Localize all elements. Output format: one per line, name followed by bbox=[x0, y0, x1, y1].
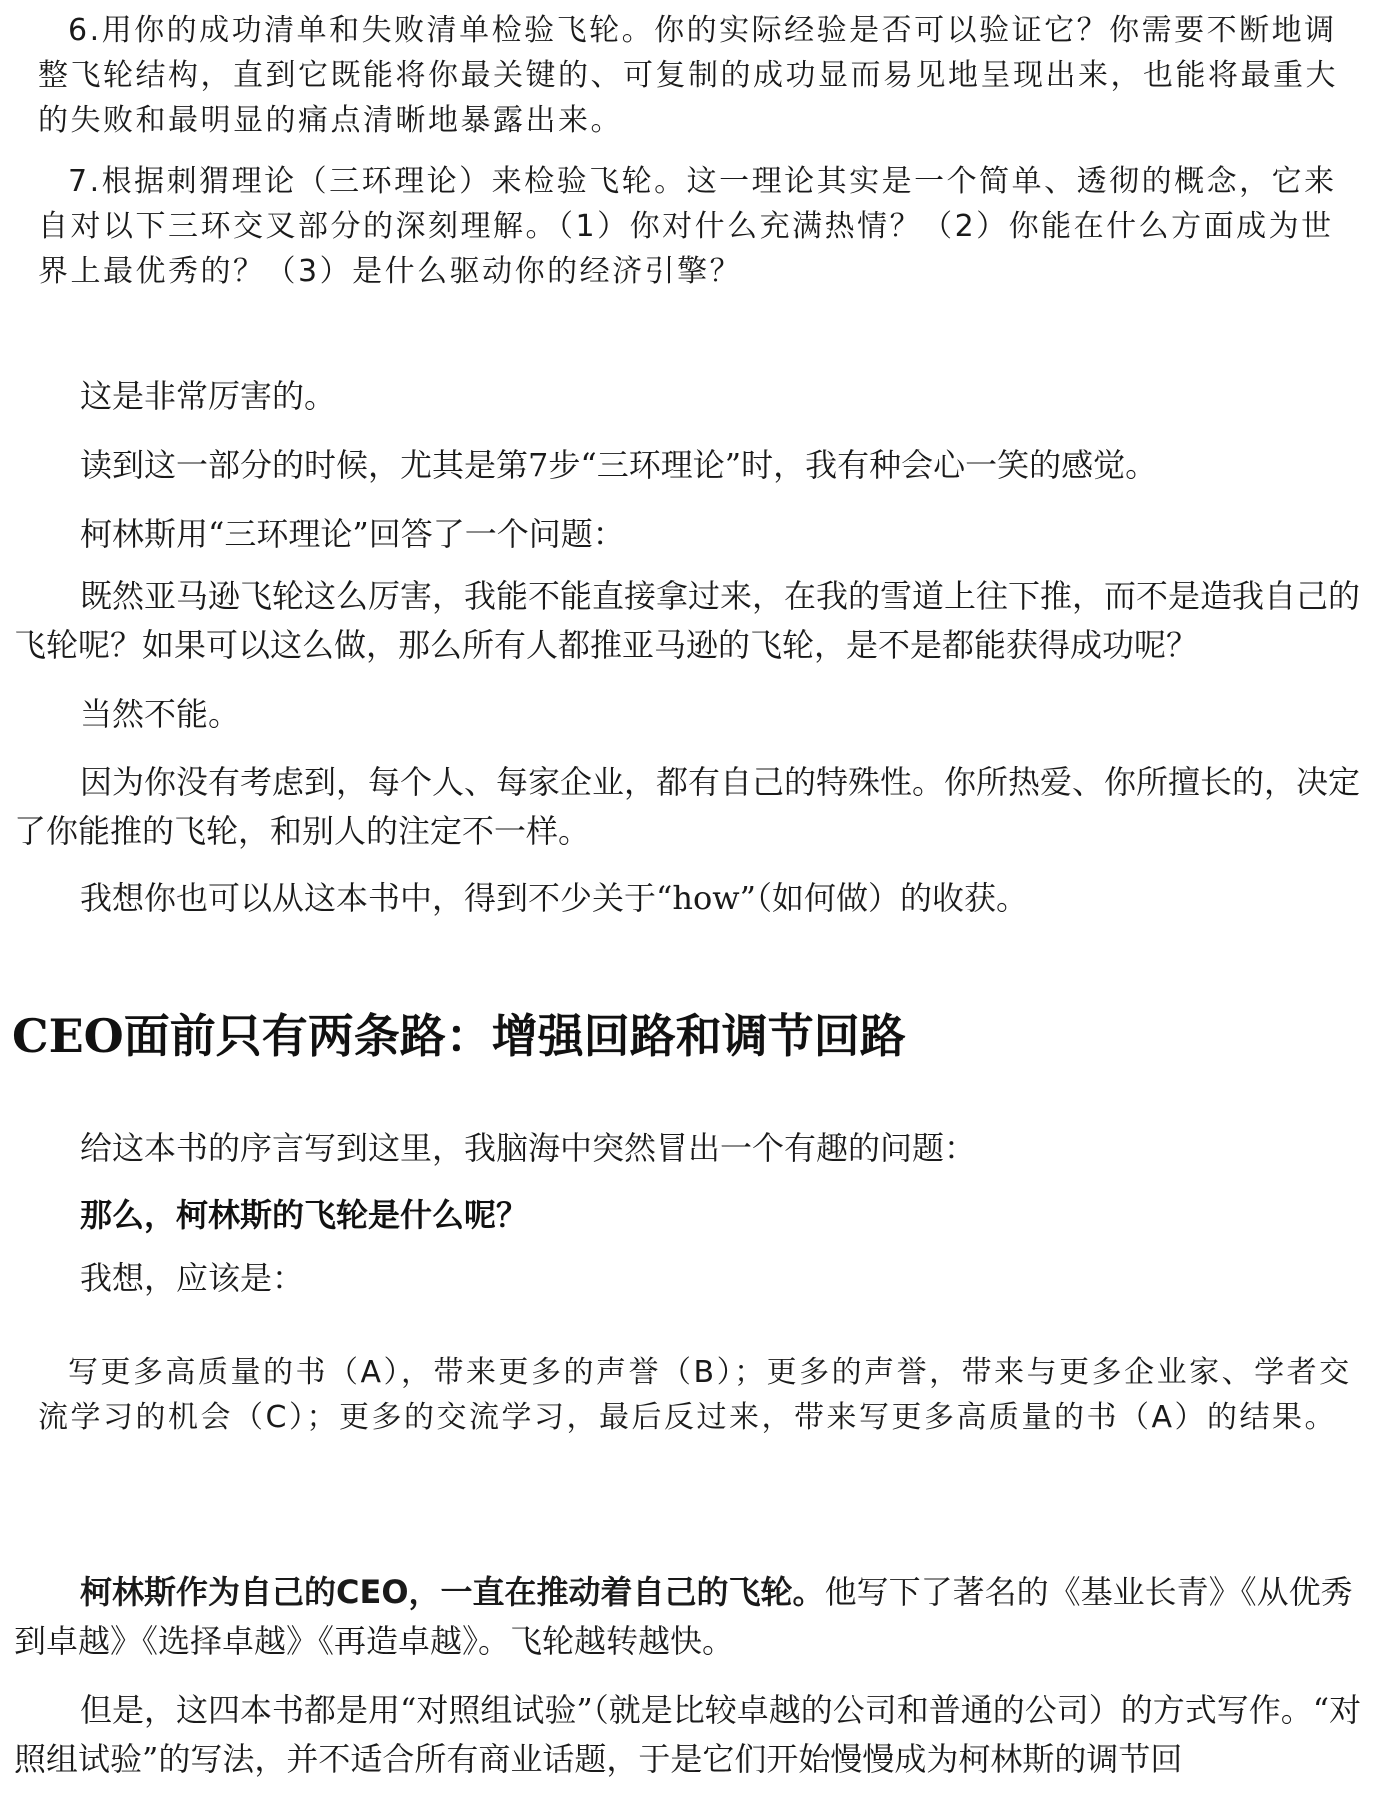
paragraph: 我想你也可以从这本书中，得到不少关于“how”（如何做）的收获。 bbox=[80, 879, 1028, 917]
quote-item-7: 7.根据刺猬理论（三环理论）来检验飞轮。这一理论其实是一个简单、透彻的概念，它来自对以下三环交叉部分的深刻理解。（1）你对什么充满热情？（2）你能在什么方面成为世界上最优秀的？（3）是什么驱动你的经济引擎？ bbox=[38, 164, 1337, 289]
bold-lead: 柯林斯作为自己的CEO，一直在推动着自己的飞轮。 bbox=[80, 1573, 825, 1611]
paragraph: 当然不能。 bbox=[80, 695, 241, 733]
quote-item-6: 6.用你的成功清单和失败清单检验飞轮。你的实际经验是否可以验证它？你需要不断地调整飞轮结构，直到它既能将你最关键的、可复制的成功显而易见地呈现出来，也能将最重大的失败和最明显的痛点清晰地暴露出来。 bbox=[38, 13, 1338, 138]
paragraph: 既然亚马逊飞轮这么厉害，我能不能直接拿过来，在我的雪道上往下推，而不是造我自己的飞轮呢？如果可以这么做，那么所有人都推亚马逊的飞轮，是不是都能获得成功呢？ bbox=[14, 577, 1361, 664]
paragraph-rest: 他写下了著名的《基业长青》《从优秀到卓越》《选择卓越》《再造卓越》。飞轮越转越快。 bbox=[14, 1573, 1353, 1660]
bold-question: 那么，柯林斯的飞轮是什么呢？ bbox=[80, 1196, 529, 1234]
paragraph: 读到这一部分的时候，尤其是第7步“三环理论”时，我有种会心一笑的感觉。 bbox=[80, 446, 1158, 484]
paragraph: 这是非常厉害的。 bbox=[80, 377, 337, 415]
paragraph: 我想，应该是： bbox=[80, 1259, 305, 1297]
quote-block-bottom bbox=[38, 1350, 1358, 1440]
quote-block-top bbox=[38, 8, 1358, 294]
paragraph: 给这本书的序言写到这里，我脑海中突然冒出一个有趣的问题： bbox=[80, 1129, 977, 1167]
paragraph: 因为你没有考虑到，每个人、每家企业，都有自己的特殊性。你所热爱、你所擅长的，决定了你能推的飞轮，和别人的注定不一样。 bbox=[14, 763, 1361, 850]
flywheel-quote: 写更多高质量的书（A），带来更多的声誉（B）；更多的声誉，带来与更多企业家、学者交流学习的机会（C）；更多的交流学习，最后反过来，带来写更多高质量的书（A）的结果。 bbox=[38, 1355, 1352, 1435]
paragraph: 柯林斯用“三环理论”回答了一个问题： bbox=[80, 515, 625, 553]
section-heading: CEO面前只有两条路：增强回路和调节回路 bbox=[12, 1009, 906, 1063]
paragraph: 但是，这四本书都是用“对照组试验”（就是比较卓越的公司和普通的公司）的方式写作。“对照组试验”的写法，并不适合所有商业话题，于是它们开始慢慢成为柯林斯的调节回 bbox=[14, 1691, 1362, 1778]
paragraph bbox=[14, 1568, 1384, 1666]
